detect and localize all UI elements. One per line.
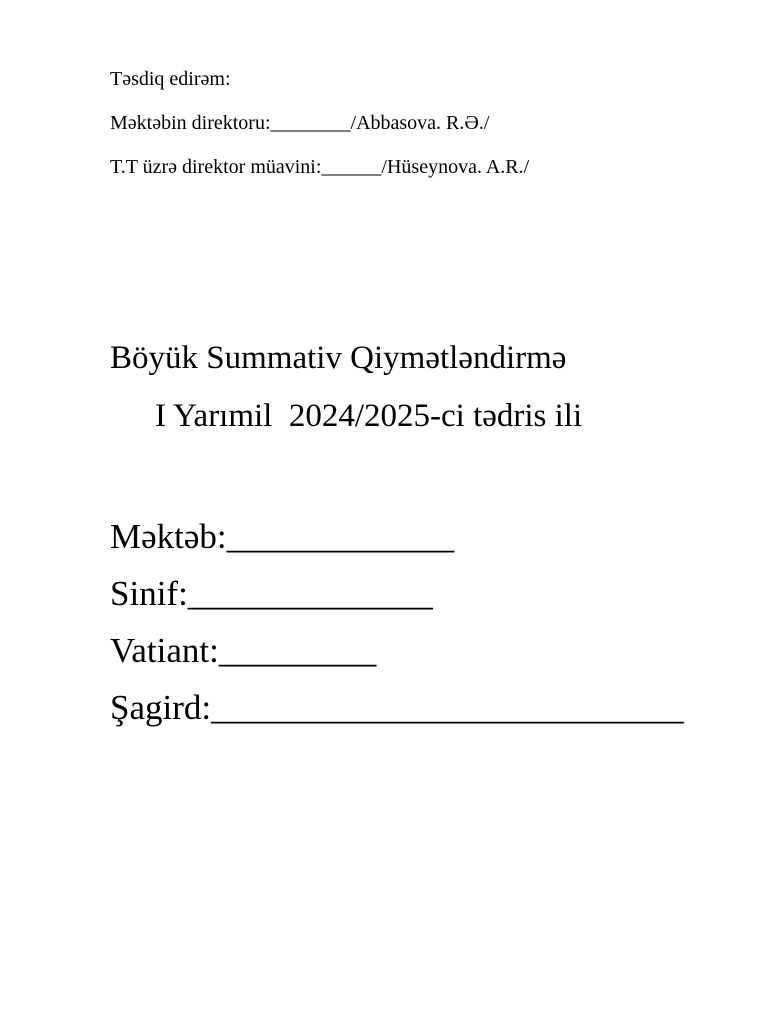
school-field: Məktəb:_____________ bbox=[110, 517, 455, 556]
document-subtitle: I Yarımil 2024/2025-ci tədris ili bbox=[155, 398, 583, 434]
deputy-director-signature-line: T.T üzrə direktor müavini:______/Hüseynova. A.R./ bbox=[110, 156, 530, 178]
approval-heading: Təsdiq edirəm: bbox=[110, 68, 231, 90]
student-info-fields bbox=[110, 508, 684, 736]
student-field: Şagird:___________________________ bbox=[110, 688, 684, 727]
variant-field: Vatiant:_________ bbox=[110, 631, 377, 670]
document-title: Böyük Summativ Qiymətləndirmə bbox=[110, 340, 567, 376]
class-field: Sinif:______________ bbox=[110, 574, 433, 613]
director-signature-line: Məktəbin direktoru:________/Abbasova. R.Ə./ bbox=[110, 112, 490, 134]
